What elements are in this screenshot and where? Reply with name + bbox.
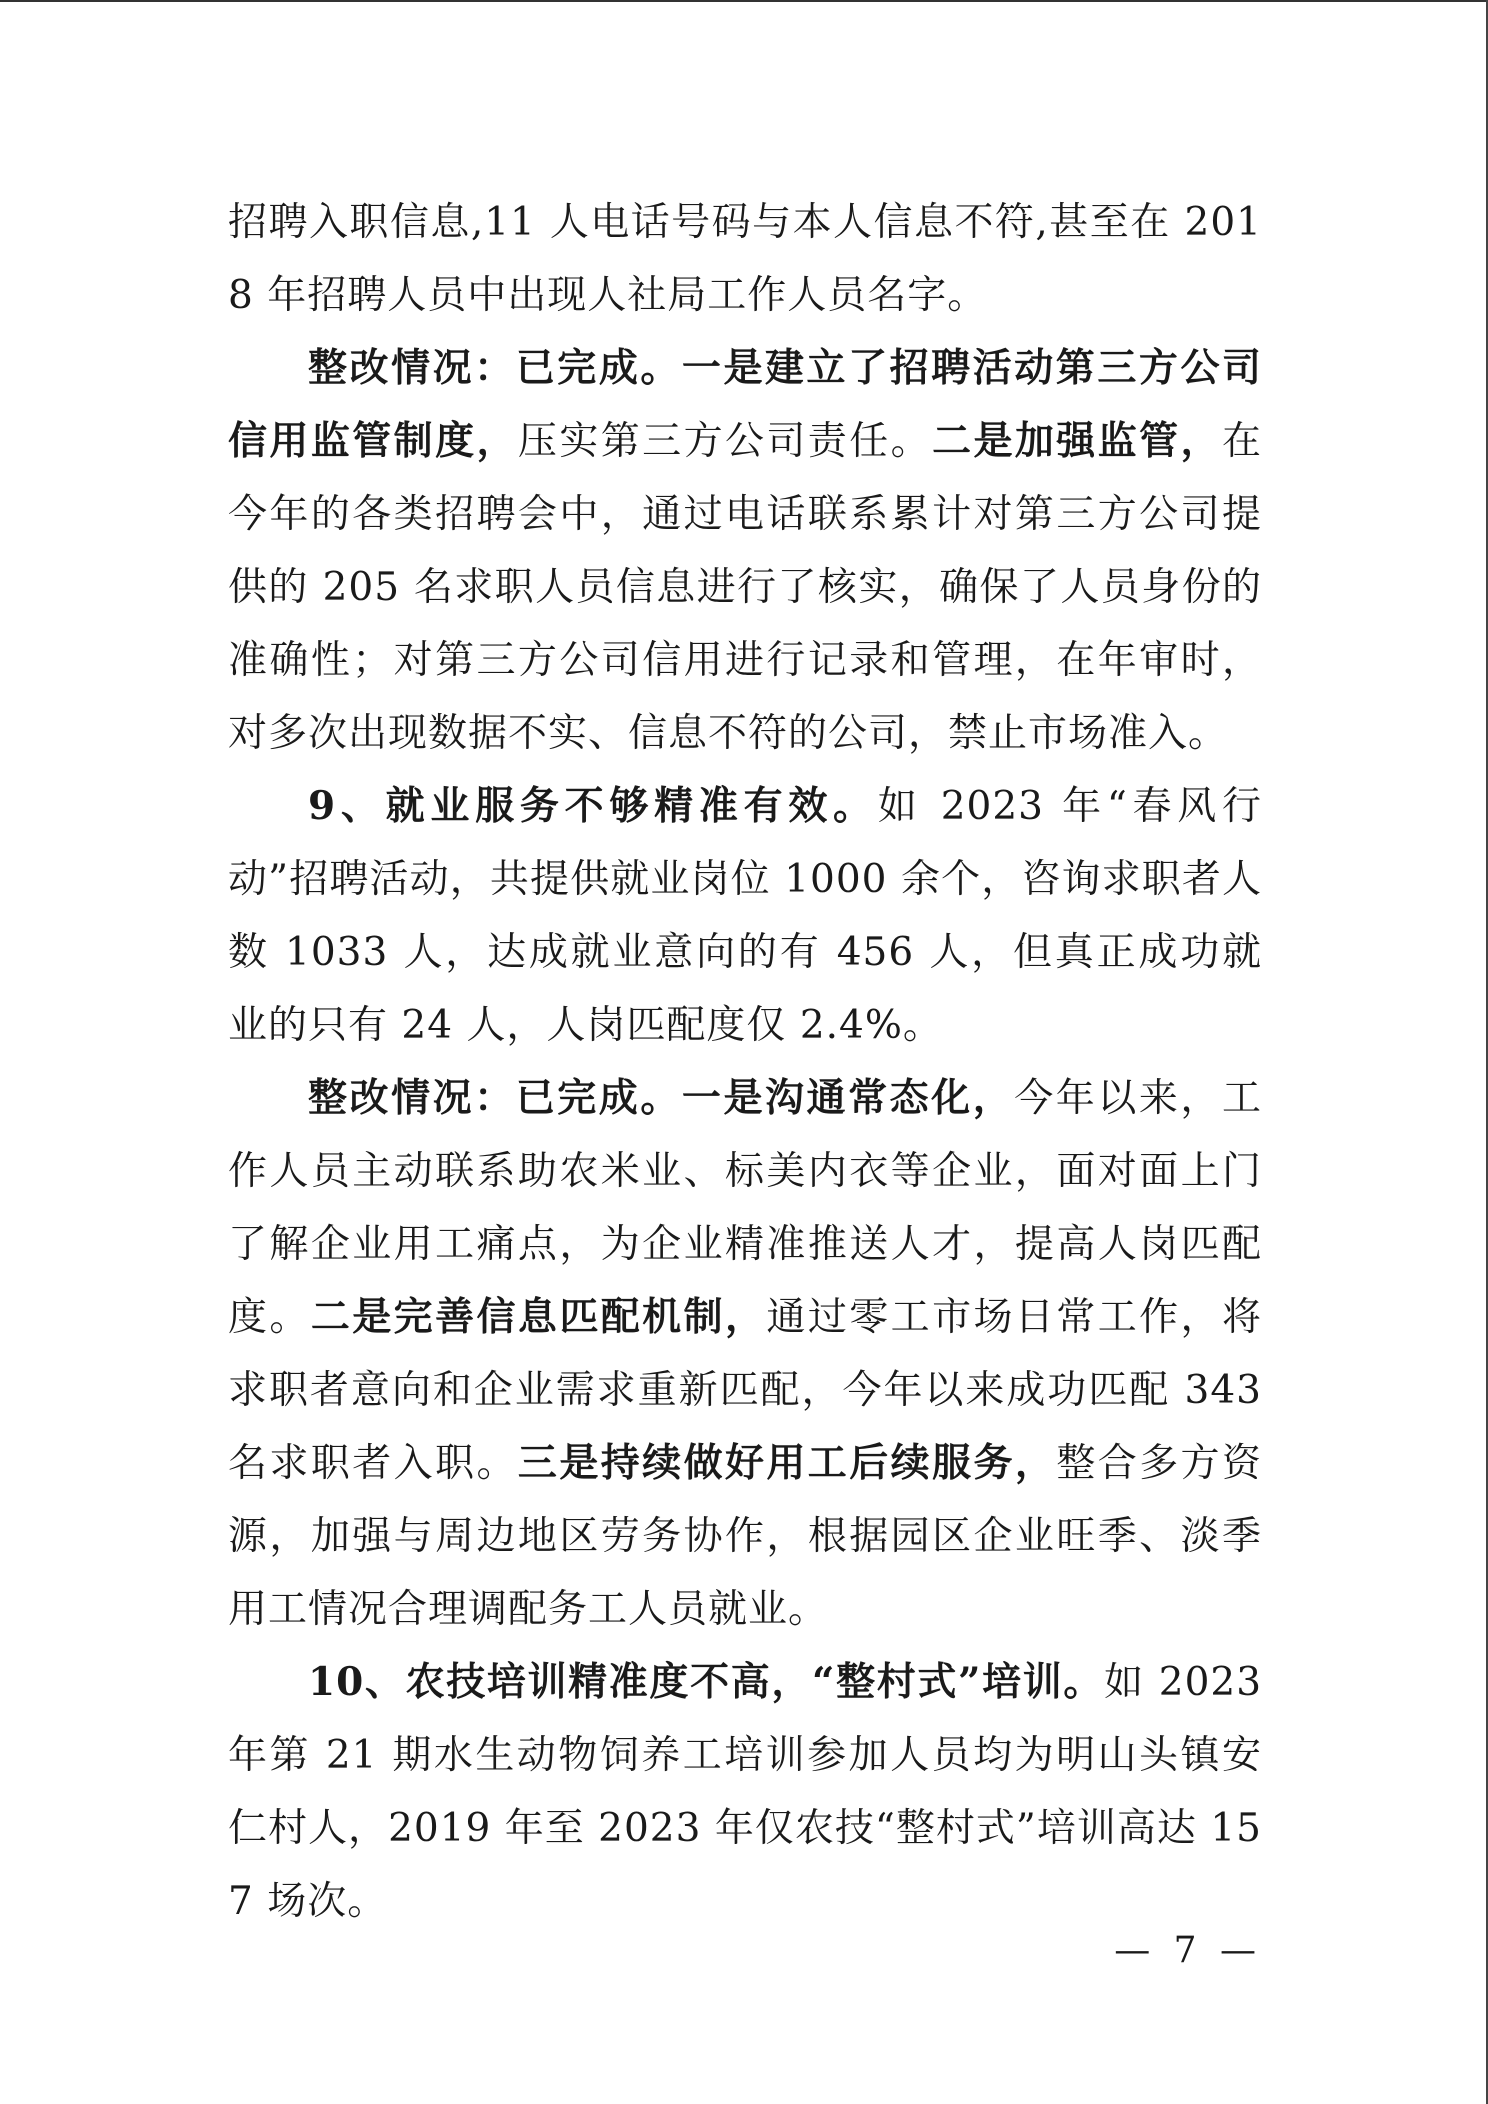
page-top-border xyxy=(0,0,1488,2)
measure-heading-3: 三是持续做好用工后续服务， xyxy=(517,1440,1057,1486)
paragraph-4-text-a: 今年以来，工作人员主动联系助农米业、标美内衣等企业，面对面上门了解企业用工痛点，为企业精准推送人才，提高人岗匹配度。 xyxy=(228,1076,1262,1340)
page-number: — 7 — xyxy=(1114,1930,1262,1971)
paragraph-4 xyxy=(228,1062,1262,1646)
paragraph-5 xyxy=(228,1646,1262,1938)
document-body xyxy=(228,186,1262,1938)
rectification-heading-2: 整改情况：已完成。一是沟通常态化， xyxy=(308,1075,1015,1121)
paragraph-2-text-b: 在今年的各类招聘会中，通过电话联系累计对第三方公司提供的 205 名求职人员信息进行了核实，确保了人员身份的准确性；对第三方公司信用进行记录和管理，在年审时，对多次出现数据不实、信息不符的公司，禁止市场准入。 xyxy=(228,419,1262,756)
issue-9-heading: 9、就业服务不够精准有效。 xyxy=(308,783,878,829)
issue-10-heading: 10、农技培训精准度不高，“整村式”培训。 xyxy=(308,1659,1105,1705)
paragraph-4-text-c: 整合多方资源，加强与周边地区劳务协作，根据园区企业旺季、淡季用工情况合理调配务工人员就业。 xyxy=(228,1441,1262,1632)
paragraph-2 xyxy=(228,332,1262,770)
rectification-heading: 整改情况：已完成。一是建立了招聘活动第三方公司信用监管制度， xyxy=(228,345,1262,464)
measure-heading-2: 二是加强监管， xyxy=(932,418,1222,464)
paragraph-4-text-b: 通过零工市场日常工作，将求职者意向和企业需求重新匹配，今年以来成功匹配 343 名求职者入职。 xyxy=(228,1295,1262,1486)
paragraph-2-text-a: 压实第三方公司责任。 xyxy=(517,419,933,464)
paragraph-1 xyxy=(228,186,1262,332)
paragraph-3 xyxy=(228,770,1262,1062)
paragraph-5-text: 如 2023 年第 21 期水生动物饲养工培训参加人员均为明山头镇安仁村人，2019 年至 2023 年仅农技“整村式”培训高达 157 场次。 xyxy=(228,1660,1263,1924)
paragraph-3-text: 如 2023 年“春风行动”招聘活动，共提供就业岗位 1000 余个，咨询求职者人数 1033 人，达成就业意向的有 456 人，但真正成功就业的只有 24 人，人岗匹配度仅 2.4%。 xyxy=(228,784,1263,1048)
paragraph-1-text: 招聘入职信息,11 人电话号码与本人信息不符,甚至在 2018 年招聘人员中出现人社局工作人员名字。 xyxy=(228,200,1262,318)
measure-heading-2b: 二是完善信息匹配机制， xyxy=(310,1294,767,1340)
